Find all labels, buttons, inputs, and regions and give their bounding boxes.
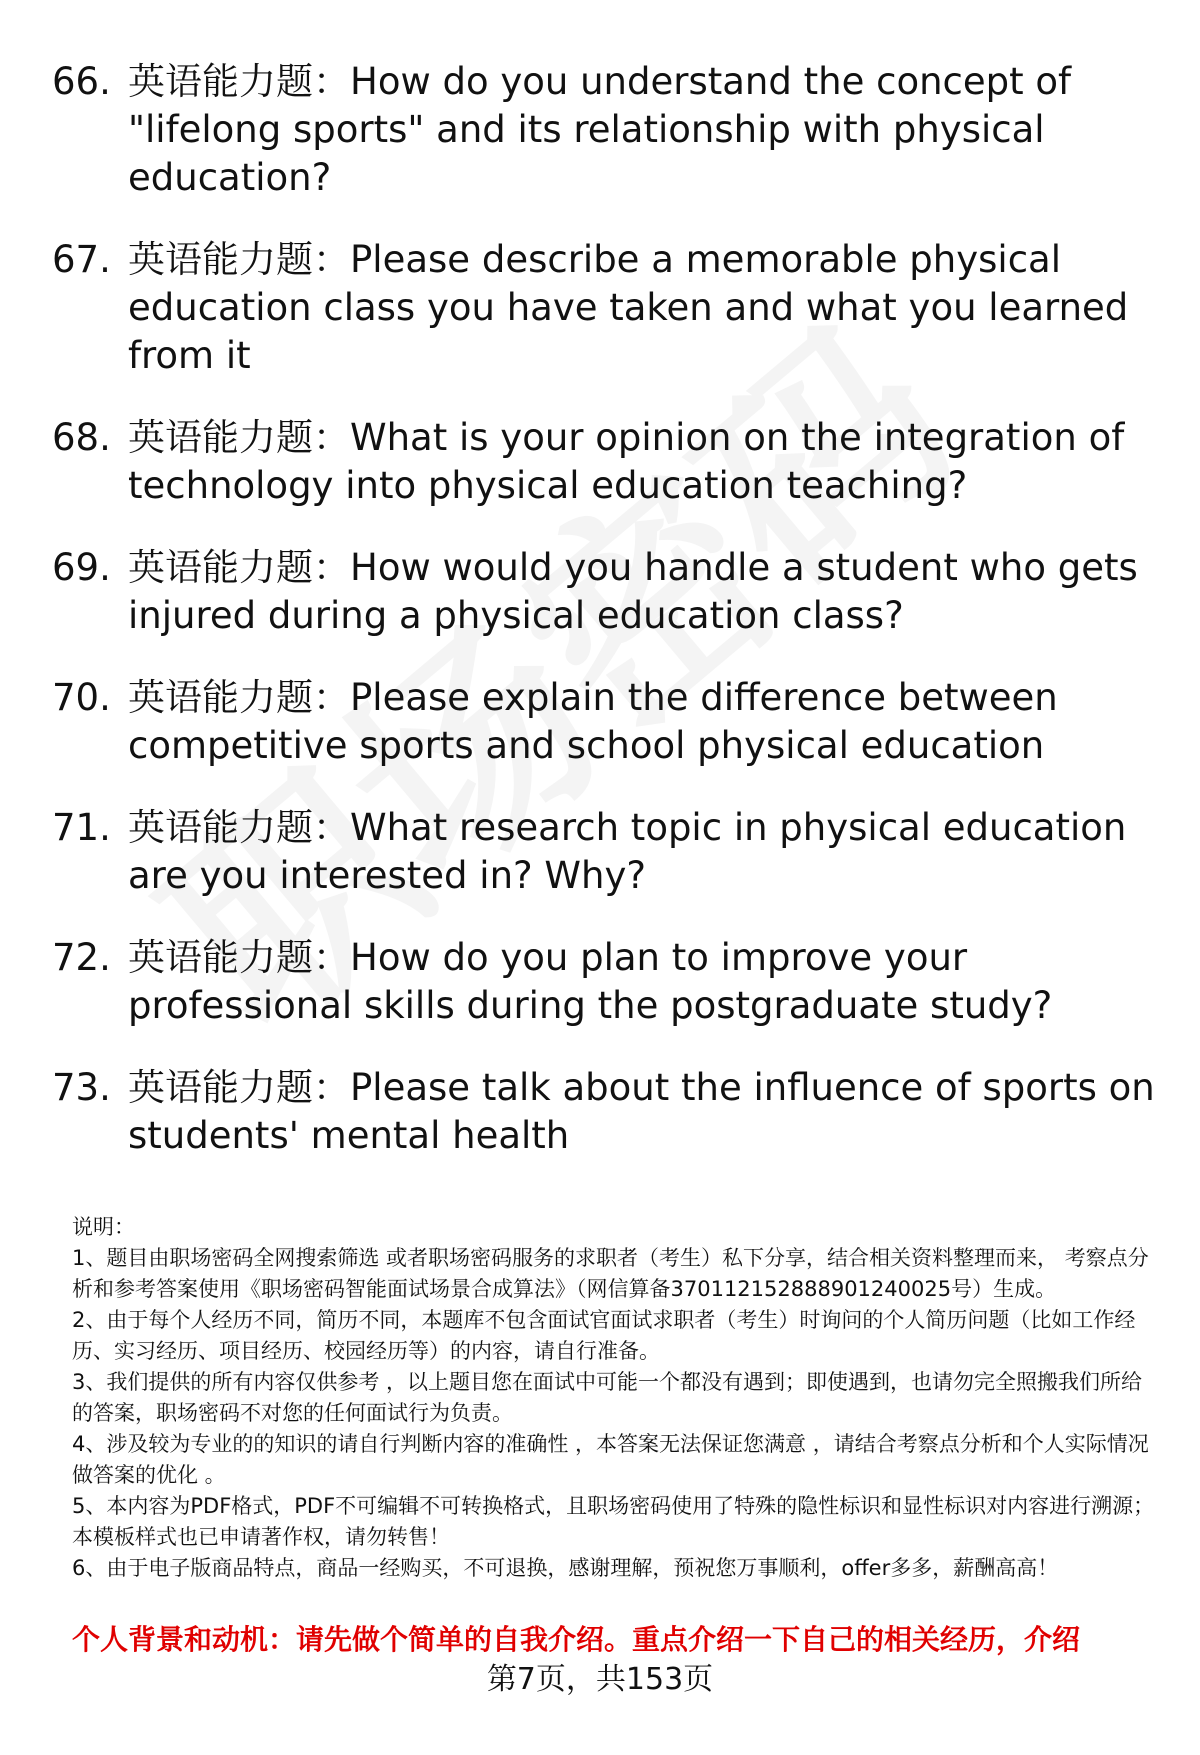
question-item: [52, 934, 1162, 1030]
note-item: 3、我们提供的所有内容仅供参考 ，以上题目您在面试中可能一个都没有遇到；即使遇到，也请勿完全照搬我们所给的答案，职场密码不对您的任何面试行为负责。: [72, 1370, 1143, 1425]
question-item: [52, 1064, 1162, 1160]
note-item: 5、本内容为PDF格式，PDF不可编辑不可转换格式，且职场密码使用了特殊的隐性标识和显性标识对内容进行溯源；本模板样式也已申请著作权，请勿转售！: [72, 1494, 1155, 1549]
question-number: 69.: [52, 546, 111, 589]
question-item: [52, 674, 1162, 770]
question-category: 英语能力题：: [128, 546, 350, 589]
note-item: 6、由于电子版商品特点，商品一经购买，不可退换，感谢理解，预祝您万事顺利，offer多多，薪酬高高！: [72, 1556, 1059, 1580]
question-number: 70.: [52, 676, 111, 719]
question-category: 英语能力题：: [128, 416, 350, 459]
note-item: 4、涉及较为专业的的知识的请自行判断内容的准确性 ，本答案无法保证您满意 ，请结合考察点分析和个人实际情况做答案的优化 。: [72, 1432, 1149, 1487]
question-category: 英语能力题：: [128, 238, 350, 281]
question-number: 73.: [52, 1066, 111, 1109]
notes-title: 说明：: [72, 1215, 135, 1239]
question-text: How would you handle a student who gets injured during a physical education class?: [128, 546, 1138, 637]
question-text: What is your opinion on the integration of technology into physical education teaching?: [128, 416, 1125, 507]
note-item: 1、题目由职场密码全网搜索筛选 或者职场密码服务的求职者（考生）私下分享，结合相关资料整理而来， 考察点分析和参考答案使用《职场密码智能面试场景合成算法》（网信算备370112152888901240025号）生成。: [72, 1246, 1149, 1301]
question-category: 英语能力题：: [128, 806, 350, 849]
question-text: How do you plan to improve your professional skills during the postgraduate study?: [128, 936, 1053, 1027]
question-list: [52, 58, 1162, 1194]
question-number: 66.: [52, 60, 111, 103]
question-number: 72.: [52, 936, 111, 979]
question-category: 英语能力题：: [128, 936, 350, 979]
question-category: 英语能力题：: [128, 676, 350, 719]
notes-section: [72, 1212, 1162, 1584]
question-number: 71.: [52, 806, 111, 849]
question-text: How do you understand the concept of "lifelong sports" and its relationship with physical education?: [128, 60, 1072, 199]
question-category: 英语能力题：: [128, 1066, 350, 1109]
question-number: 68.: [52, 416, 111, 459]
question-item: [52, 544, 1162, 640]
question-item: [52, 804, 1162, 900]
question-text: Please explain the difference between competitive sports and school physical education: [128, 676, 1058, 767]
section-heading-highlight: 个人背景和动机：请先做个简单的自我介绍。重点介绍一下自己的相关经历，介绍: [72, 1623, 1081, 1656]
question-item: [52, 58, 1162, 202]
page-number: 第7页，共153页: [486, 1662, 714, 1697]
question-number: 67.: [52, 238, 111, 281]
note-item: 2、由于每个人经历不同，简历不同，本题库不包含面试官面试求职者（考生）时询问的个人简历问题（比如工作经历、实习经历、项目经历、校园经历等）的内容，请自行准备。: [72, 1308, 1136, 1363]
question-text: Please describe a memorable physical education class you have taken and what you learned from it: [128, 238, 1129, 377]
question-text: Please talk about the influence of sports on students' mental health: [128, 1066, 1155, 1157]
question-item: [52, 414, 1162, 510]
question-item: [52, 236, 1162, 380]
question-category: 英语能力题：: [128, 60, 350, 103]
question-text: What research topic in physical education are you interested in? Why?: [128, 806, 1127, 897]
